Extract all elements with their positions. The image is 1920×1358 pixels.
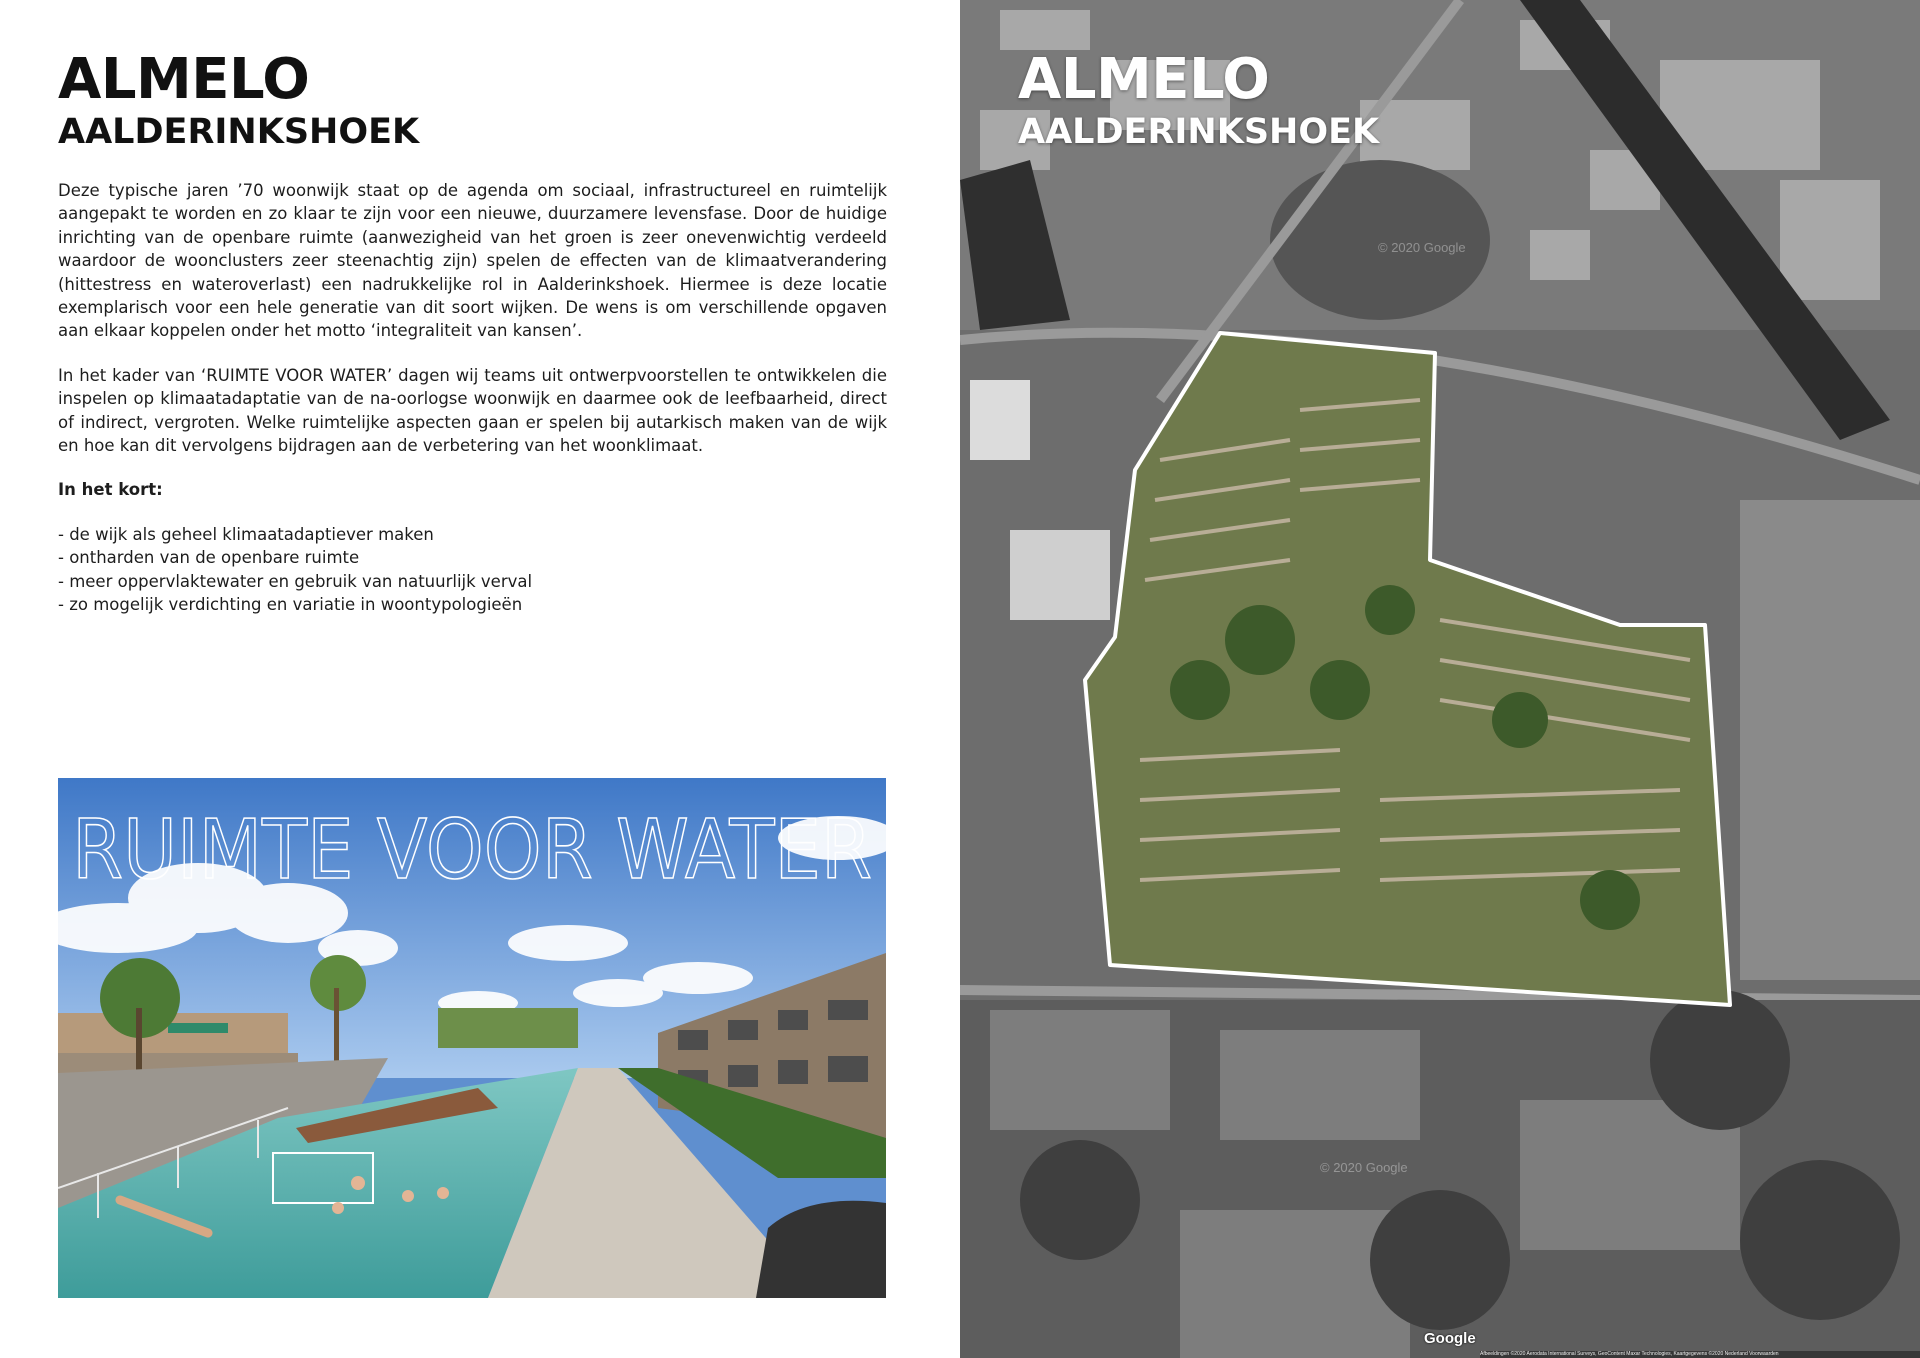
summary-item: - ontharden van de openbare ruimte bbox=[58, 548, 360, 568]
body-text bbox=[58, 179, 887, 617]
challenge-paragraph: In het kader van ‘RUIMTE VOOR WATER’ dagen wij teams uit ontwerpvoorstellen te ontwikkelen die inspelen op klimaatadaptatie van de na-oorlogse woonwijk en daarmee ook de leefbaarheid, direct of indirect, vergroten. Welke ruimtelijke aspecten gaan er spelen bij autarkisch maken van de wijk en hoe kan dit vervolgens bijdragen aan de verbetering van het woonklimaat. bbox=[58, 365, 887, 456]
collage-photo bbox=[58, 778, 886, 1298]
map-attribution: Afbeeldingen ©2020 Aerodata International Surveys, GeoContent Maxar Technologies, Kaartgegevens ©2020 Nederland Voorwaarden bbox=[1480, 1351, 1920, 1358]
aerial-map-page bbox=[960, 0, 1920, 1358]
summary-block bbox=[58, 478, 887, 616]
map-title: ALMELO bbox=[1018, 47, 1270, 112]
map-watermark: © 2020 Google bbox=[1320, 1160, 1408, 1175]
photo-overlay-title: RUIMTE VOOR WATER bbox=[72, 803, 872, 898]
summary-item: - meer oppervlaktewater en gebruik van natuurlijk verval bbox=[58, 571, 533, 591]
collage-illustration bbox=[58, 778, 886, 1298]
google-logo: Google bbox=[1424, 1330, 1476, 1347]
map-watermark: © 2020 Google bbox=[1378, 240, 1466, 255]
summary-item: - zo mogelijk verdichting en variatie in woontypologieën bbox=[58, 595, 523, 615]
summary-heading: In het kort: bbox=[58, 480, 163, 500]
intro-paragraph: Deze typische jaren ’70 woonwijk staat op de agenda om sociaal, infrastructureel en ruimtelijk aangepakt te worden en zo klaar te zijn voor een nieuwe, duurzamere levensfase. Door de huidige inrichting van de openbare ruimte (aanwezigheid van het groen is zeer onevenwichtig verdeeld waardoor de woonclusters zeer steenachtig zijn) spelen de effecten van de klimaatverandering (hittestress en wateroverlast) een nadrukkelijke rol in Aalderinkshoek. Hiermee is deze locatie exemplarisch voor een hele generatie van dit soort wijken. De wens is om verschillende opgaven aan elkaar koppelen onder het motto ‘integraliteit van kansen’. bbox=[58, 181, 887, 341]
page-title: ALMELO bbox=[58, 47, 310, 112]
summary-item: - de wijk als geheel klimaatadaptiever maken bbox=[58, 524, 434, 544]
summary-list bbox=[58, 523, 887, 617]
aerial-map bbox=[960, 0, 1920, 1358]
page-subtitle: AALDERINKSHOEK bbox=[58, 112, 420, 152]
map-subtitle: AALDERINKSHOEK bbox=[1018, 112, 1380, 152]
